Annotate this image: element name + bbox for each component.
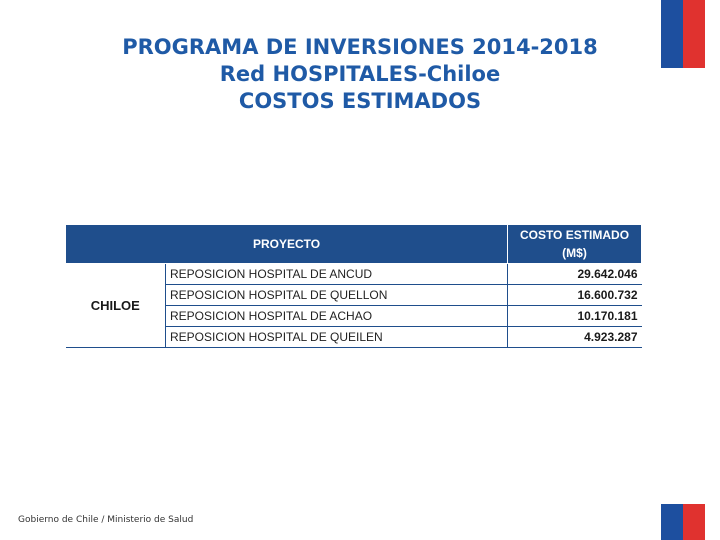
header-cost-line-1: COSTO ESTIMADO [519, 228, 630, 242]
cost-table [65, 224, 642, 348]
flag-red-band [683, 0, 705, 68]
cost-cell: 10.170.181 [508, 306, 642, 327]
title-line-3: COSTOS ESTIMADOS [238, 89, 482, 113]
slide-title [40, 34, 680, 115]
cost-cell: 16.600.732 [508, 285, 642, 306]
title-line-1: PROGRAMA DE INVERSIONES 2014-2018 [122, 35, 598, 59]
header-cost-line-2: (M$) [562, 246, 587, 260]
footer-text: Gobierno de Chile / Ministerio de Salud [18, 515, 194, 525]
cost-cell: 4.923.287 [508, 327, 642, 348]
cost-cell: 29.642.046 [508, 264, 642, 285]
project-cell: REPOSICION HOSPITAL DE QUELLON [166, 285, 508, 306]
table-row [66, 264, 642, 285]
flag-blue-band [661, 504, 683, 540]
project-cell: REPOSICION HOSPITAL DE ANCUD [166, 264, 508, 285]
project-cell: REPOSICION HOSPITAL DE QUEILEN [166, 327, 508, 348]
project-cell: REPOSICION HOSPITAL DE ACHAO [166, 306, 508, 327]
region-cell: CHILOE [66, 264, 166, 348]
title-line-2: Red HOSPITALES-Chiloe [219, 62, 501, 86]
header-cost [508, 225, 642, 264]
table-header-row [66, 225, 642, 264]
flag-stripe-bottom [661, 504, 705, 540]
flag-red-band [683, 504, 705, 540]
header-project: PROYECTO [66, 225, 508, 264]
